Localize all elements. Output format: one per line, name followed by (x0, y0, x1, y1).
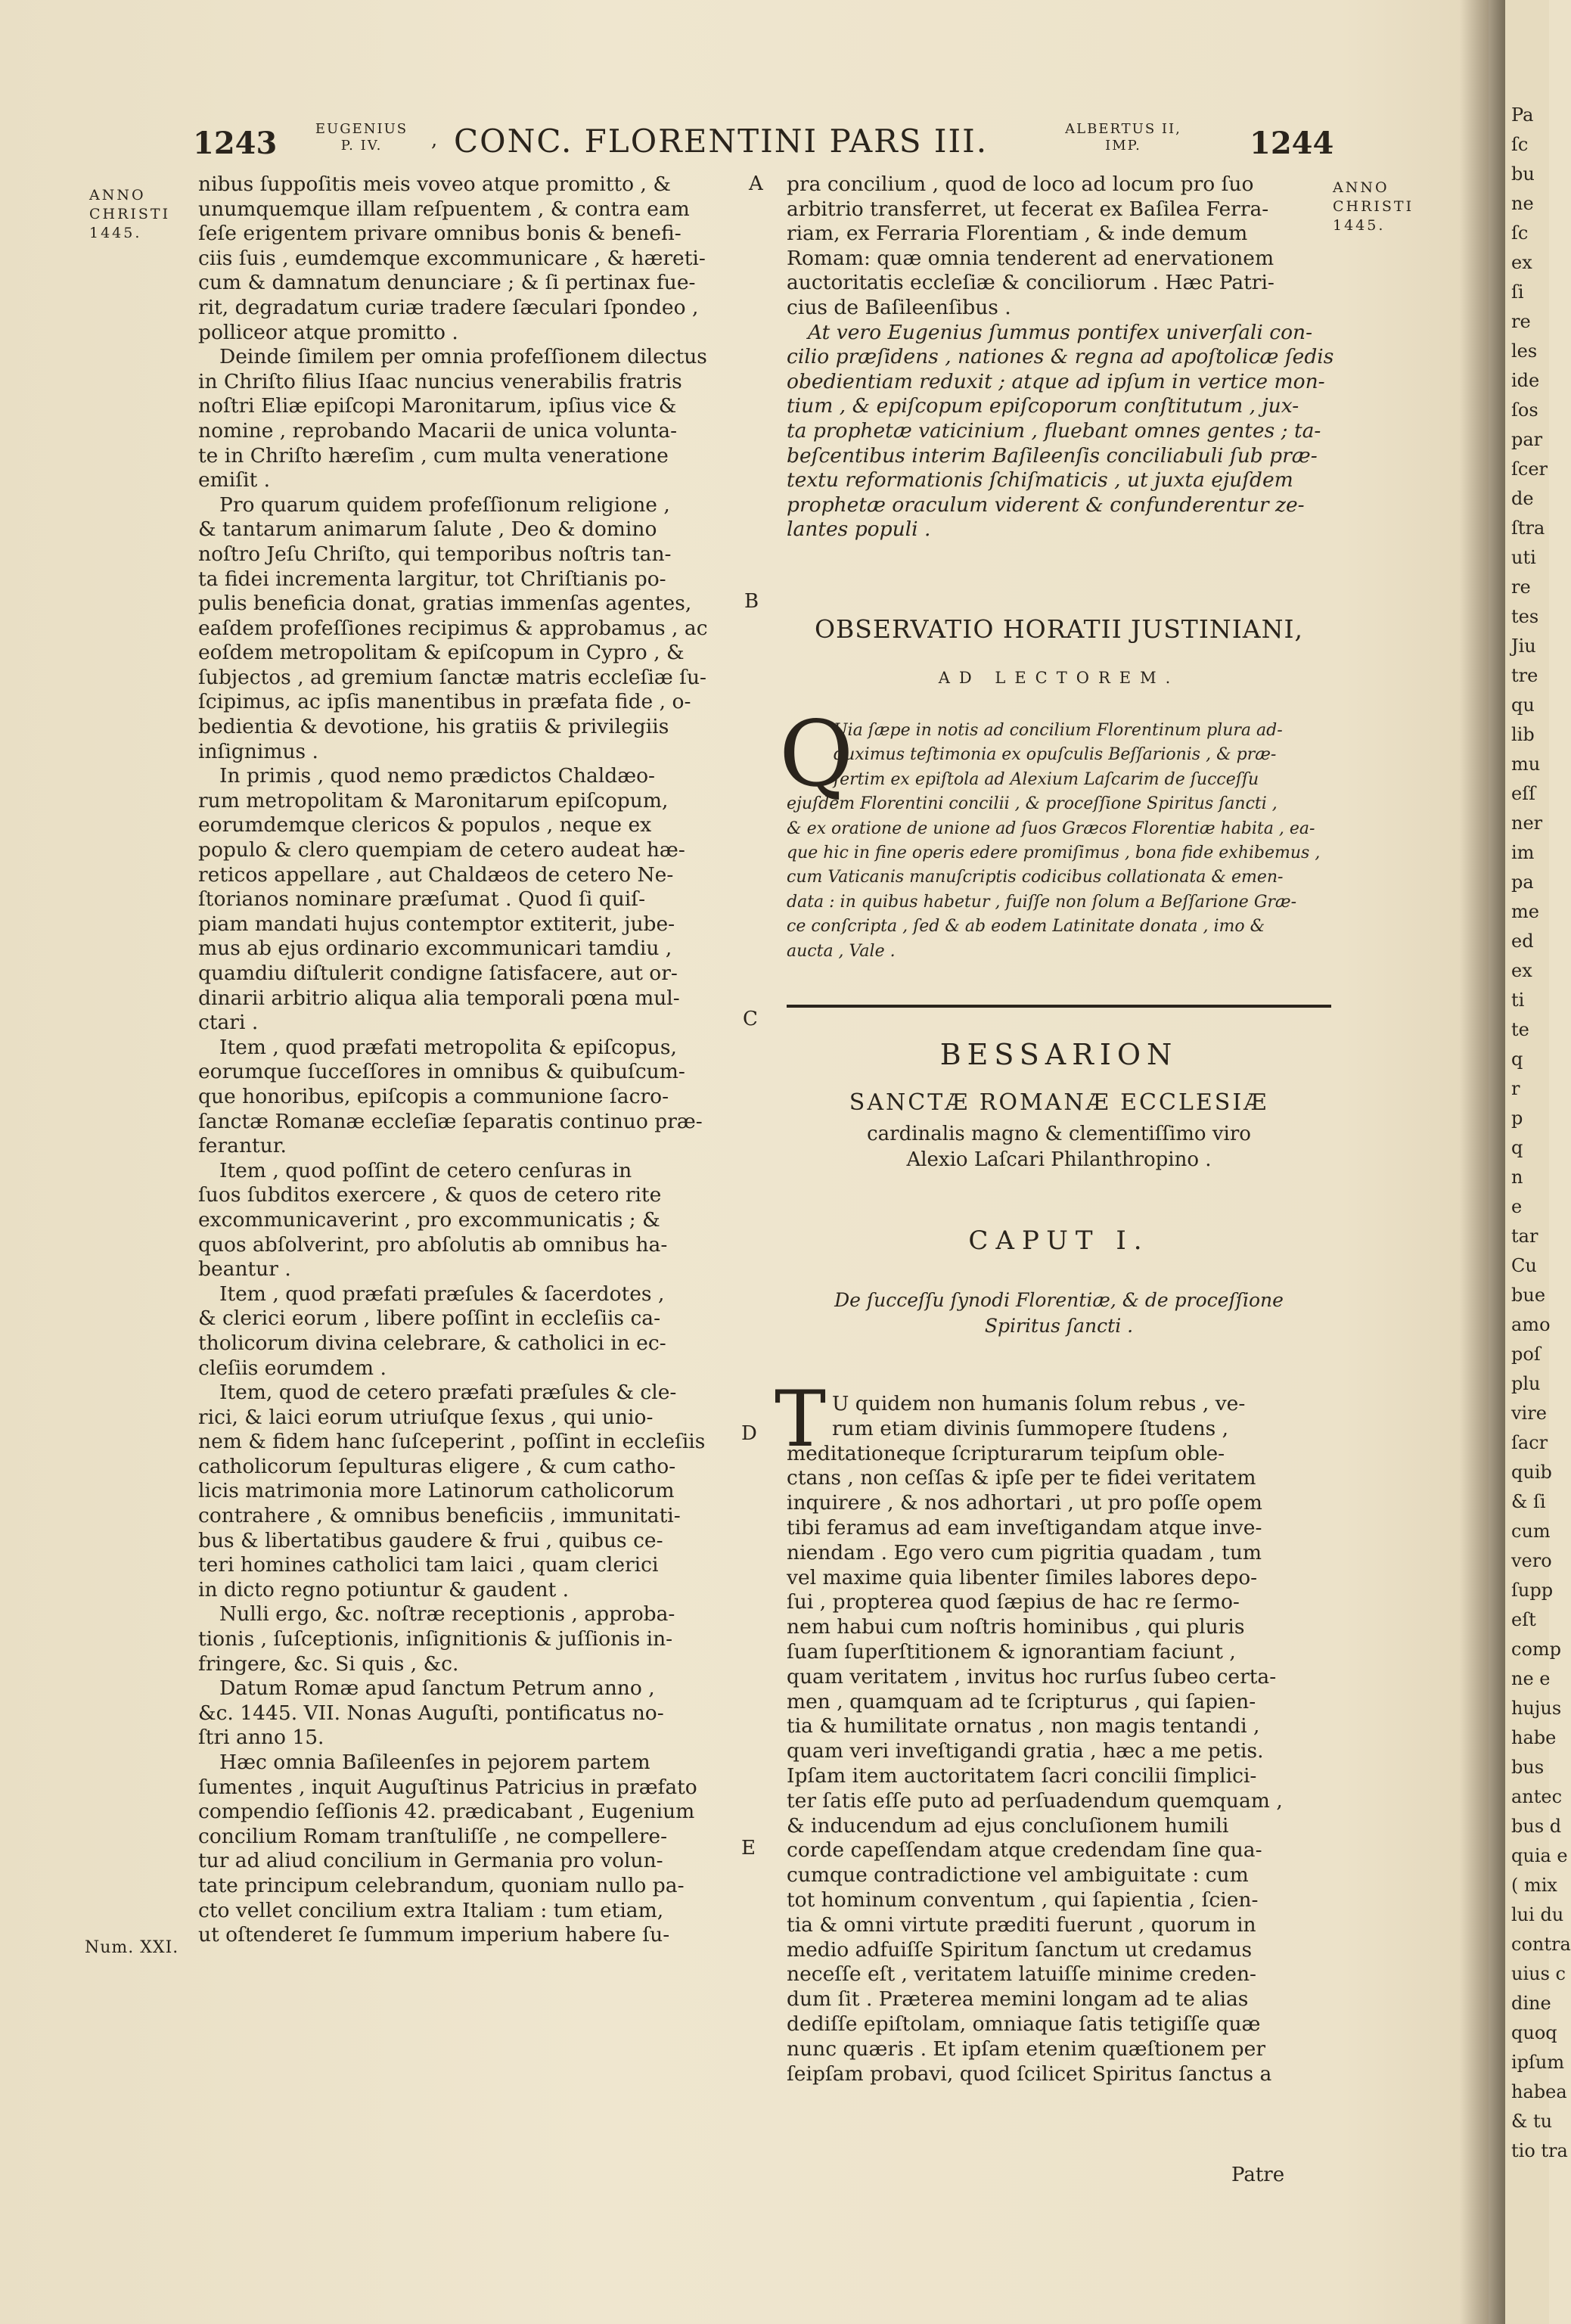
text-line: ta prophetæ vaticinium , fluebant omnes gentes ; ta- (787, 418, 1321, 443)
text-line: ſtri anno 15. (198, 1726, 324, 1750)
num-note: Num. XXI. (85, 1938, 179, 1957)
observatio-dropcap: Q (779, 702, 854, 807)
text-line: tot hominum conventum , qui ſapientia , ſcien- (787, 1887, 1259, 1912)
text-line: pulis beneficia donat, gratias immenſas agentes, (198, 592, 692, 616)
text-line: emiſit . (198, 468, 271, 492)
adjacent-page-fragment: bus d (1511, 1816, 1562, 1837)
chapter-title-1: De ſucceſſu ſynodi Florentiæ, & de proceſſione (834, 1289, 1284, 1311)
adjacent-page-fragment: q (1511, 1049, 1523, 1070)
text-line: & ex oratione de unione ad ſuos Græcos Florentiæ habita , ea- (787, 819, 1315, 838)
text-line: cto vellet concilium extra Italiam : tum etiam, (198, 1898, 664, 1922)
text-line: Nulli ergo, &c. noſtræ receptionis , approba- (219, 1602, 675, 1626)
text-line: tibi feramus ad eam inveſtigandam atque inve- (787, 1515, 1262, 1539)
adjacent-page-fragment: ipſum (1511, 2052, 1565, 2073)
text-line: men , quamquam ad te ſcripturus , qui ſapien- (787, 1689, 1256, 1713)
text-line: licis matrimonia more Latinorum catholicorum (198, 1479, 675, 1503)
text-line: quam veri inveſtigandi gratia , hæc a me petis. (787, 1739, 1264, 1763)
margin-christi: CHRISTI (89, 206, 171, 222)
text-line: neceſſe eſt , veritatem latuiſſe minime creden- (787, 1962, 1256, 1987)
text-line: cius de Baſileenſibus . (787, 295, 1011, 319)
text-line: quamdiu diſtulerit condigne ſatisfacere, aut or- (198, 962, 678, 985)
adjacent-page-fragment: tre (1511, 665, 1538, 686)
text-line: eorumque ſucceſſores in omnibus & quibuſcum- (198, 1060, 685, 1084)
adjacent-page-fragment: bue (1511, 1285, 1546, 1306)
adjacent-page-fragment: ti (1511, 990, 1525, 1011)
text-line: rit, degradatum curiæ tradere ſæculari ſpondeo , (198, 295, 699, 319)
header-emperor-name: ALBERTUS II, (1065, 121, 1181, 137)
text-line: Pro quarum quidem profeſſionum religione , (219, 492, 670, 517)
adjacent-page-fragment: quia e (1511, 1845, 1568, 1866)
header-emperor-title: IMP. (1105, 138, 1141, 154)
text-line: Romam: quæ omnia tenderent ad enervationem (787, 246, 1274, 270)
adjacent-page-fragment: uti (1511, 547, 1536, 568)
text-line: rum etiam divinis ſummopere ſtudens , (832, 1416, 1229, 1440)
header-ornament: , (431, 129, 438, 151)
adjacent-page-fragment: mu (1511, 753, 1541, 775)
adjacent-page-fragment: te (1511, 1019, 1529, 1040)
text-line: ſcipimus, ac ipſis manentibus in præfata fide , o- (198, 690, 691, 714)
text-line: obedientiam reduxit ; atque ad ipſum in vertice mon- (787, 369, 1325, 393)
text-line: cilio præſidens , nationes & regna ad apoſtolicæ ſedis (787, 345, 1334, 369)
text-line: pra concilium , quod de loco ad locum pro ſuo (787, 172, 1254, 196)
text-line: mus ab ejus ordinario excommunicari tamdiu , (198, 937, 672, 961)
adjacent-page-fragment: ne (1511, 193, 1534, 214)
adjacent-page-fragment: hujus (1511, 1698, 1562, 1719)
text-line: auctoritatis eccleſiæ & conciliorum . Hæc Patri- (787, 271, 1274, 295)
text-line: que honoribus, epiſcopis a communione ſacro- (198, 1084, 669, 1108)
text-line: ferantur. (198, 1134, 287, 1158)
caput-text (787, 1392, 1331, 2086)
text-line: inquirere , & nos adhortari , ut pro poſſe opem (787, 1491, 1262, 1515)
running-header (0, 112, 1489, 165)
text-line: & tantarum animarum ſalute , Deo & domino (198, 517, 657, 542)
text-line: quos abſolverint, pro abſolutis ab omnibus ha- (198, 1232, 668, 1257)
text-line: data : in quibus habetur , fuiſſe non ſolum a Beſſarione Græ- (787, 892, 1297, 912)
text-line: compendio ſeſſionis 42. prædicabant , Eugenium (198, 1800, 695, 1824)
adjacent-page-fragment: qu (1511, 694, 1535, 716)
text-line: prophetæ oraculum viderent & confunderentur ze- (787, 492, 1305, 517)
text-line: &c. 1445. VII. Nonas Auguſti, pontificatus no- (198, 1701, 664, 1725)
text-line: beantur . (198, 1257, 291, 1282)
text-line: reticos appellare , aut Chaldæos de cetero Ne- (198, 862, 674, 887)
margin-anno: ANNO (1333, 179, 1389, 196)
adjacent-page-fragment: amo (1511, 1314, 1551, 1335)
bessarion-name: BESSARION (939, 1038, 1178, 1071)
section-letter-a: A (749, 172, 763, 195)
text-line: Deinde ſimilem per omnia profeſſionem dilectus (219, 345, 707, 369)
text-line: Datum Romæ apud ſanctum Petrum anno , (219, 1676, 655, 1701)
text-line: ſumentes , inquit Auguſtinus Patricius in præfato (198, 1775, 697, 1799)
text-line: ſanctæ Romanæ eccleſiæ ſeparatis continuo præ- (198, 1109, 703, 1133)
text-line: tur ad aliud concilium in Germania pro volun- (198, 1849, 663, 1873)
text-line: quam veritatem , invitus hoc rurſus ſubeo certa- (787, 1664, 1277, 1689)
adjacent-page-fragment: re (1511, 576, 1531, 598)
text-line: Item , quod præfati præſules & ſacerdotes , (219, 1282, 665, 1306)
header-pope-number: P. IV. (340, 138, 383, 154)
adjacent-page-fragment: dine (1511, 1993, 1551, 2014)
margin-year: 1445. (1333, 217, 1386, 234)
text-line: tia & omni virtute præditi fuerunt , quorum in (787, 1912, 1256, 1937)
text-line: Hæc omnia Baſileenſes in pejorem partem (219, 1751, 650, 1774)
adjacent-page-edge (1505, 0, 1571, 2324)
adjacent-page-fragment: bus (1511, 1757, 1545, 1778)
adjacent-page-fragment: me (1511, 901, 1539, 922)
right-header-small (1055, 121, 1191, 154)
text-line: teri homines catholici tam laici , quam clerici (198, 1553, 659, 1577)
adjacent-page-fragment: eſt (1511, 1609, 1536, 1630)
text-line: in Chriſto filius Iſaac nuncius venerabilis fratris (198, 369, 682, 393)
text-line: dum ſit . Præterea memini longam ad te alias (787, 1987, 1249, 2012)
catchword: Patre (1231, 2164, 1285, 2186)
text-line: fringere, &c. Si quis , &c. (198, 1651, 459, 1676)
text-line: vel maxime quia libenter ſimiles labores depo- (787, 1565, 1258, 1589)
text-line: medio adfuiſſe Spiritum ſanctum ut credamus (787, 1937, 1253, 1962)
text-line: aucta , Vale . (787, 941, 896, 961)
text-line: inſignimus . (198, 739, 318, 763)
text-line: ſeipſam probavi, quod ſcilicet Spiritus ſanctus a (787, 2061, 1272, 2086)
adjacent-page-fragment: habe (1511, 1727, 1557, 1748)
bessarion-line2: cardinalis magno & clementiſſimo viro (867, 1123, 1251, 1145)
text-line: noſtri Eliæ epiſcopi Maronitarum, ipſius vice & (198, 394, 677, 418)
left-margin-year (89, 186, 170, 243)
adjacent-page-fragment: quib (1511, 1462, 1552, 1483)
adjacent-page-fragment: uius c (1511, 1963, 1566, 1984)
text-line: U quidem non humanis ſolum rebus , ve- (832, 1392, 1246, 1415)
adjacent-page-fragment: ed (1511, 931, 1534, 952)
gutter-shadow (1460, 0, 1505, 2324)
adjacent-page-fragment: vero (1511, 1550, 1552, 1571)
adjacent-page-fragment: ide (1511, 370, 1540, 391)
text-line: eorumdemque clericos & populos , neque ex (198, 813, 652, 837)
text-line: Item , quod poſſint de cetero cenſuras in (219, 1158, 632, 1182)
section-letter-e: E (741, 1837, 756, 1860)
adjacent-page-fragment: vire (1511, 1403, 1547, 1424)
adjacent-page-fragment: & ſi (1511, 1491, 1546, 1512)
text-line: rum metropolitam & Maronitarum epiſcopum, (198, 788, 669, 812)
adjacent-page-fragment: plu (1511, 1373, 1541, 1394)
adjacent-page-fragment: ex (1511, 252, 1532, 273)
adjacent-page-fragment: ſi (1511, 281, 1524, 303)
text-line: nibus ſuppoſitis meis voveo atque promitto , & (198, 172, 671, 196)
header-pope-name: EUGENIUS (315, 121, 408, 137)
adjacent-page-fragment: r (1511, 1078, 1520, 1099)
text-line: tium , & epiſcopum epiſcoporum conſtitutum , jux- (787, 394, 1299, 418)
text-line: & clerici eorum , libere poſſint in eccleſiis ca- (198, 1306, 661, 1331)
adjacent-page-fragment: ſos (1511, 399, 1538, 421)
adjacent-page-fragment: lib (1511, 724, 1535, 745)
adjacent-page-fragment: Jiu (1511, 635, 1536, 657)
adjacent-page-fragment: ex (1511, 960, 1532, 981)
text-line: eoſdem metropolitam & epiſcopum in Cypro , & (198, 641, 685, 665)
adjacent-page-fragment: n (1511, 1167, 1523, 1188)
text-line: ter ſatis eſſe puto ad perſuadendum quemquam , (787, 1788, 1283, 1813)
adjacent-page-fragment: tes (1511, 606, 1539, 627)
adjacent-page-fragment: contra (1511, 1934, 1571, 1955)
text-line: te in Chriſto hæreſim , cum multa veneratione (198, 443, 669, 468)
text-line: cumque contradictione vel ambiguitate : cum (787, 1863, 1249, 1887)
text-line: eaſdem profeſſiones recipimus & approbamus , ac (198, 616, 708, 640)
text-line: catholicorum ſepulturas eligere , & cum catho- (198, 1454, 676, 1478)
text-line: tate principum celebrandum, quoniam nullo pa- (198, 1873, 685, 1897)
adjacent-page-fragment: habea (1511, 2081, 1567, 2102)
text-line: & inducendum ad ejus concluſionem humili (787, 1813, 1229, 1838)
margin-anno: ANNO (89, 187, 146, 204)
caput-dropcap: T (775, 1375, 827, 1465)
text-line: arbitrio transferret, ut fecerat ex Baſilea Ferra- (787, 197, 1269, 221)
adjacent-page-fragment: ſc (1511, 222, 1529, 244)
chapter-title-2: Spiritus ſancti . (984, 1315, 1134, 1337)
text-line: que hic in fine operis edere promiſimus , bona fide exhibemus , (787, 844, 1321, 863)
bessarion-line3: Alexio Laſcari Philanthropino . (906, 1148, 1212, 1171)
margin-year: 1445. (89, 225, 142, 241)
adjacent-page-fragment: re (1511, 311, 1531, 332)
text-line: Item , quod præfati metropolita & epiſcopus, (219, 1035, 677, 1059)
text-line: nem & fidem hanc ſuſceperint , poſſint in eccleſiis (198, 1430, 706, 1454)
text-line: in dicto regno potiuntur & gaudent . (198, 1577, 570, 1602)
text-line: niendam . Ego vero cum pigritia quadam , tum (787, 1540, 1262, 1564)
section-letter-c: C (743, 1008, 758, 1030)
section-rule (787, 1005, 1331, 1008)
text-line: Ipſam item auctoritatem ſacri concilii ſimplici- (787, 1763, 1257, 1788)
text-line: ſubjectos , ad gremium ſanctæ matris eccleſiæ ſu- (198, 665, 706, 689)
adjacent-page-fragment: q (1511, 1137, 1523, 1158)
text-line: piam mandati hujus contemptor extiterit, jube- (198, 912, 675, 936)
text-line: At vero Eugenius ſummus pontifex univerſali con- (808, 320, 1313, 344)
adjacent-page-fragment: ( mix (1511, 1875, 1557, 1896)
text-line: contrahere , & omnibus beneficiis , immunitati- (198, 1504, 681, 1528)
adjacent-page-fragment: & tu (1511, 2111, 1553, 2132)
text-line: tia & humilitate ornatus , non magis tentandi , (787, 1714, 1260, 1738)
margin-christi: CHRISTI (1333, 198, 1414, 215)
bessarion-line1: SANCTÆ ROMANÆ ECCLESIÆ (849, 1089, 1269, 1116)
section-letter-d: D (741, 1422, 757, 1445)
adjacent-page-fragment: ſc (1511, 134, 1529, 155)
text-line: rici, & laici eorum utriuſque ſexus , qui unio- (198, 1405, 654, 1429)
adjacent-page-fragment: ſcer (1511, 458, 1548, 480)
text-line: ce conſcripta , ſed & ab eodem Latinitate donata , imo & (787, 917, 1265, 937)
adjacent-page-fragment: quoq (1511, 2022, 1557, 2043)
text-line: nem habui cum noſtris hominibus , qui pluris (787, 1615, 1245, 1639)
text-line: tionis , ſuſceptionis, inſignitionis & juſſionis in- (198, 1627, 673, 1651)
adjacent-page-fragment: cum (1511, 1521, 1551, 1542)
adjacent-page-fragment: antec (1511, 1786, 1563, 1807)
adjacent-page-fragment: Cu (1511, 1255, 1537, 1276)
text-line: ctans , non ceſſas & ipſe per te fidei veritatem (787, 1466, 1256, 1490)
text-line: Item, quod de cetero præfati præſules & cle- (219, 1381, 677, 1405)
right-margin-year (1333, 179, 1414, 235)
section-letter-b: B (744, 590, 759, 613)
text-line: In primis , quod nemo prædictos Chaldæo- (219, 764, 656, 788)
observatio-subtitle: AD LECTOREM. (938, 669, 1180, 687)
observatio-title: OBSERVATIO HORATII JUSTINIANI, (815, 614, 1303, 644)
text-line: ſertim ex epiſtola ad Alexium Laſcarim de ſucceſſu (834, 769, 1259, 789)
adjacent-page-fragment: Pa (1511, 104, 1534, 126)
right-column-top (787, 172, 1334, 542)
text-line: noſtro Jeſu Chriſto, qui temporibus noſtris tan- (198, 542, 672, 566)
text-line: cleſiis eorumdem . (198, 1356, 387, 1380)
text-line: nomine , reprobando Macarii de unica volunta- (198, 418, 678, 443)
adjacent-page-fragment: eſſ (1511, 783, 1535, 804)
text-line: beſcentibus interim Baſileenſis conciliabuli ſub præ- (787, 443, 1318, 468)
text-line: ſuam ſuperſtitionem & ignorantiam faciunt , (787, 1639, 1236, 1664)
text-line: ſuos ſubditos exercere , & quos de cetero rite (198, 1183, 662, 1207)
text-line: ta fidei incrementa largitur, tot Chriſtianis po- (198, 567, 666, 591)
text-line: meditationeque ſcripturarum teipſum oble- (787, 1441, 1225, 1465)
adjacent-page-fragment: lui du (1511, 1904, 1564, 1925)
text-line: unumquemque illam reſpuentem , & contra eam (198, 197, 690, 221)
text-line: cum Vaticanis manuſcriptis codicibus collationata & emen- (787, 868, 1284, 887)
text-line: ſeſe erigentem privare omnibus bonis & benefi- (198, 222, 681, 246)
text-line: bedientia & devotione, his gratiis & privilegiis (198, 715, 669, 739)
observatio-text (787, 719, 1331, 964)
text-line: ctari . (198, 1011, 259, 1035)
adjacent-page-fragment: par (1511, 429, 1543, 450)
text-line: ciis ſuis , eumdemque excommunicare , & hæreti- (198, 246, 706, 270)
text-line: polliceor atque promitto . (198, 320, 458, 344)
left-header-small (309, 121, 414, 154)
chapter-heading: CAPUT I. (968, 1226, 1150, 1256)
running-title: CONC. FLORENTINI PARS III. (454, 123, 989, 160)
text-line: duximus teſtimonia ex opuſculis Beſſarionis , & præ- (834, 745, 1277, 765)
text-line: bus & libertatibus gaudere & frui , quibus ce- (198, 1528, 663, 1552)
text-line: dediſſe epiſtolam, omniaque ſatis tetigiſſe quæ (787, 2012, 1261, 2036)
adjacent-page-fragment: tio tra (1511, 2140, 1568, 2161)
left-page-number: 1243 (193, 126, 278, 161)
adjacent-page-fragment: bu (1511, 163, 1535, 185)
text-line: ſtorianos nominare præſumat . Quod ſi quiſ- (198, 887, 646, 912)
text-line: excommunicaverint , pro excommunicatis ; & (198, 1207, 660, 1232)
adjacent-page-fragment: poſ (1511, 1344, 1541, 1365)
adjacent-page-fragment: pa (1511, 872, 1534, 893)
text-line: textu reformationis ſchiſmaticis , ut juxta ejuſdem (787, 468, 1293, 492)
adjacent-page-fragment: p (1511, 1108, 1523, 1129)
text-line: dinarii arbitrio aliqua alia temporali pœna mul- (198, 986, 680, 1010)
left-column (198, 172, 743, 1948)
adjacent-page-fragment: e (1511, 1196, 1523, 1217)
adjacent-page-fragment: de (1511, 488, 1534, 509)
right-page-number: 1244 (1250, 126, 1334, 161)
text-line: ſui , propterea quod ſæpius de hac re ſermo- (787, 1590, 1240, 1614)
adjacent-page-fragment: im (1511, 842, 1535, 863)
adjacent-page-fragment: les (1511, 340, 1538, 362)
text-line: concilium Romam tranſtuliſſe , ne compellere- (198, 1824, 668, 1848)
text-line: tholicorum divina celebrare, & catholici in ec- (198, 1331, 666, 1355)
adjacent-page-fragment: ſupp (1511, 1580, 1554, 1601)
text-line: lantes populi . (787, 517, 931, 542)
adjacent-page-fragment: ner (1511, 812, 1543, 834)
text-line: populo & clero quempiam de cetero audeat hæ- (198, 838, 685, 862)
text-line: corde capeſſendam atque credendam ſine qua- (787, 1838, 1262, 1863)
text-line: nunc quæris . Et ipſam etenim quæſtionem per (787, 2037, 1265, 2061)
text-line: ut oſtenderet ſe ſummum imperium habere ſu- (198, 1923, 670, 1947)
adjacent-page-fragment: ſacr (1511, 1432, 1548, 1453)
text-line: Uia ſæpe in notis ad concilium Florentinum plura ad- (834, 721, 1283, 740)
text-line: ejuſdem Florentini concilii , & proceſſione Spiritus ſancti , (787, 794, 1278, 814)
text-line: cum & damnatum denunciare ; & ſi pertinax fue- (198, 271, 696, 295)
adjacent-page-fragment: tar (1511, 1226, 1538, 1247)
text-line: riam, ex Ferraria Florentiam , & inde demum (787, 222, 1248, 246)
adjacent-page-fragment: ſtra (1511, 517, 1545, 539)
adjacent-page-fragment: comp (1511, 1639, 1562, 1660)
adjacent-page-fragment: ne e (1511, 1668, 1551, 1689)
